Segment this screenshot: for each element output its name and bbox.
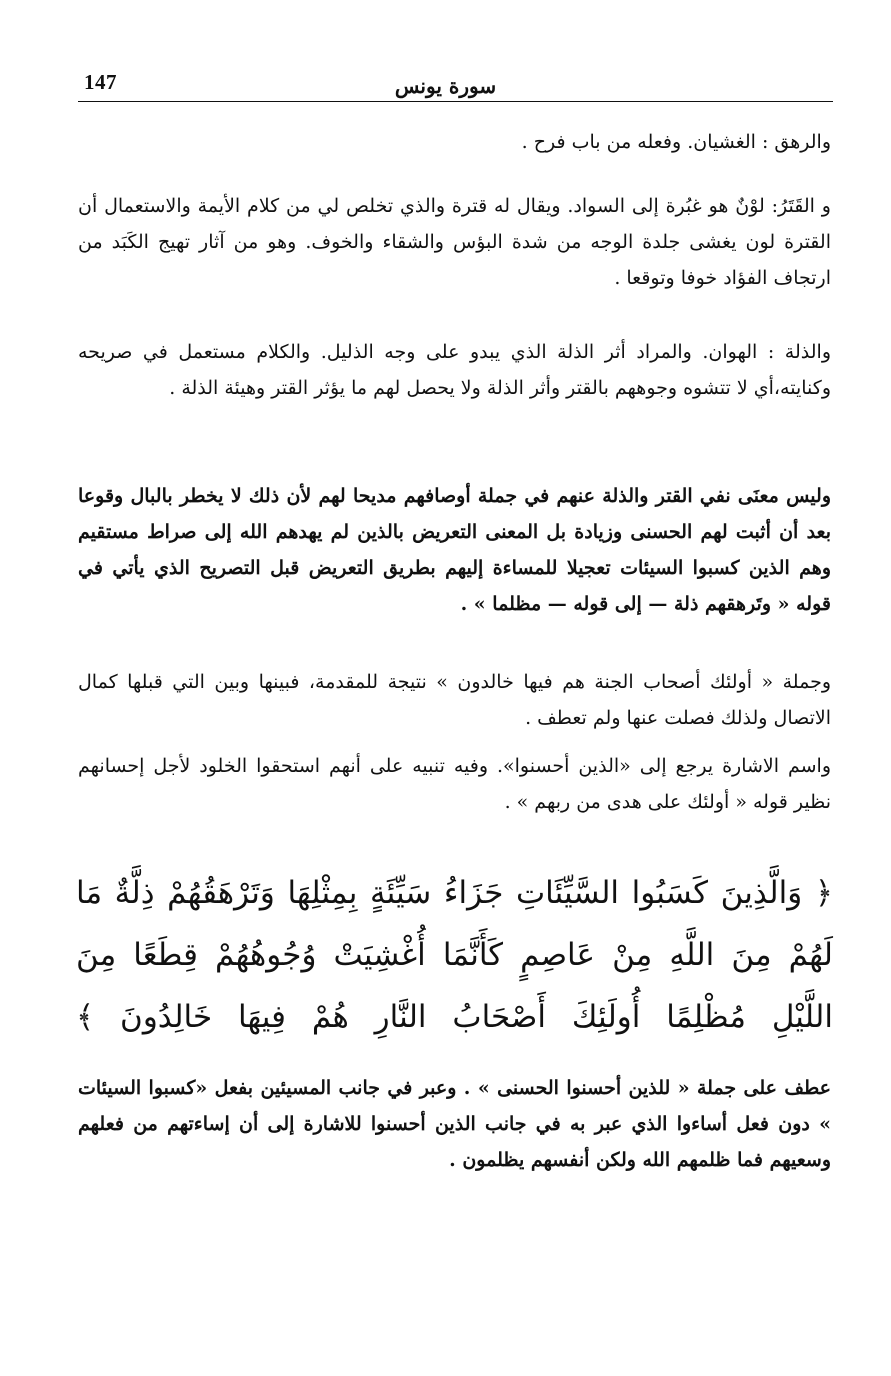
running-head-title: سورة يونس [394, 74, 497, 98]
header-rule [78, 101, 833, 102]
paragraph-7: عطف على جملة « للذين أحسنوا الحسنى » . وعبر في جانب المسيئين بفعل «كسبوا السيئات » دون فعل أساءوا الذي عبر به في جانب الذين أحسنوا للاشارة إلى أن إساءتهم من فعلهم وسعيهم فما ظلمهم الله ولكن أنفسهم يظلمون . [78, 1077, 831, 1171]
paragraph-1: والرهق : الغشيان. وفعله من باب فرح . [521, 131, 831, 153]
paragraph-5: وجملة « أولئك أصحاب الجنة هم فيها خالدون » نتيجة للمقدمة، فبينها وبين التي قبلها كمال الاتصال ولذلك فصلت عنها ولم تعطف . [78, 671, 831, 729]
quran-verse: ﴿ وَالَّذِينَ كَسَبُوا السَّيِّئَاتِ جَزَاءُ سَيِّئَةٍ بِمِثْلِهَا وَتَرْهَقُهُمْ ذِلَّةٌ مَا لَهُمْ مِنَ اللَّهِ مِنْ عَاصِمٍ كَأَنَّمَا أُغْشِيَتْ وُجُوهُهُمْ قِطَعًا مِنَ اللَّيْلِ مُظْلِمًا أُولَئِكَ أَصْحَابُ النَّارِ هُمْ فِيهَا خَالِدُونَ ﴾ [76, 875, 833, 1035]
paragraph-3: والذلة : الهوان. والمراد أثر الذلة الذي يبدو على وجه الذليل. والكلام مستعمل في صريحه وكنايته،أي لا تتشوه وجوههم بالقتر وأثر الذلة ولا يحصل لهم ما يؤثر القتر وهيئة الذلة . [78, 341, 831, 399]
paragraph-6: واسم الاشارة يرجع إلى «الذين أحسنوا». وفيه تنبيه على أنهم استحقوا الخلود لأجل إحسانهم نظير قوله « أولئك على هدى من ربهم » . [78, 755, 831, 813]
page-number: 147 [84, 70, 117, 94]
paragraph-2: و القَتَرُ: لوْنٌ هو غبُرة إلى السواد. ويقال له قترة والذي تخلص لي من كلام الأيمة والاستعمال أن القترة لون يغشى جلدة الوجه من شدة البؤس والشقاء والخوف. وهو من آثار تهيج الكَبَد من ارتجاف الفؤاد خوفا وتوقعا . [78, 195, 831, 289]
paragraph-4: وليس معنَى نفي القتر والذلة عنهم في جملة أوصافهم مديحا لهم لأن ذلك لا يخطر بالبال وقوعا بعد أن أثبت لهم الحسنى وزيادة بل المعنى التعريض بالذين لم يهدهم الله إلى صراط مستقيم وهم الذين كسبوا السيئات تعجيلا للمساءة إليهم بطريق التعريض قبل التصريح الذي يأتي في قوله « وتَرهقهم ذلة — إلى قوله — مظلما » . [78, 485, 831, 615]
